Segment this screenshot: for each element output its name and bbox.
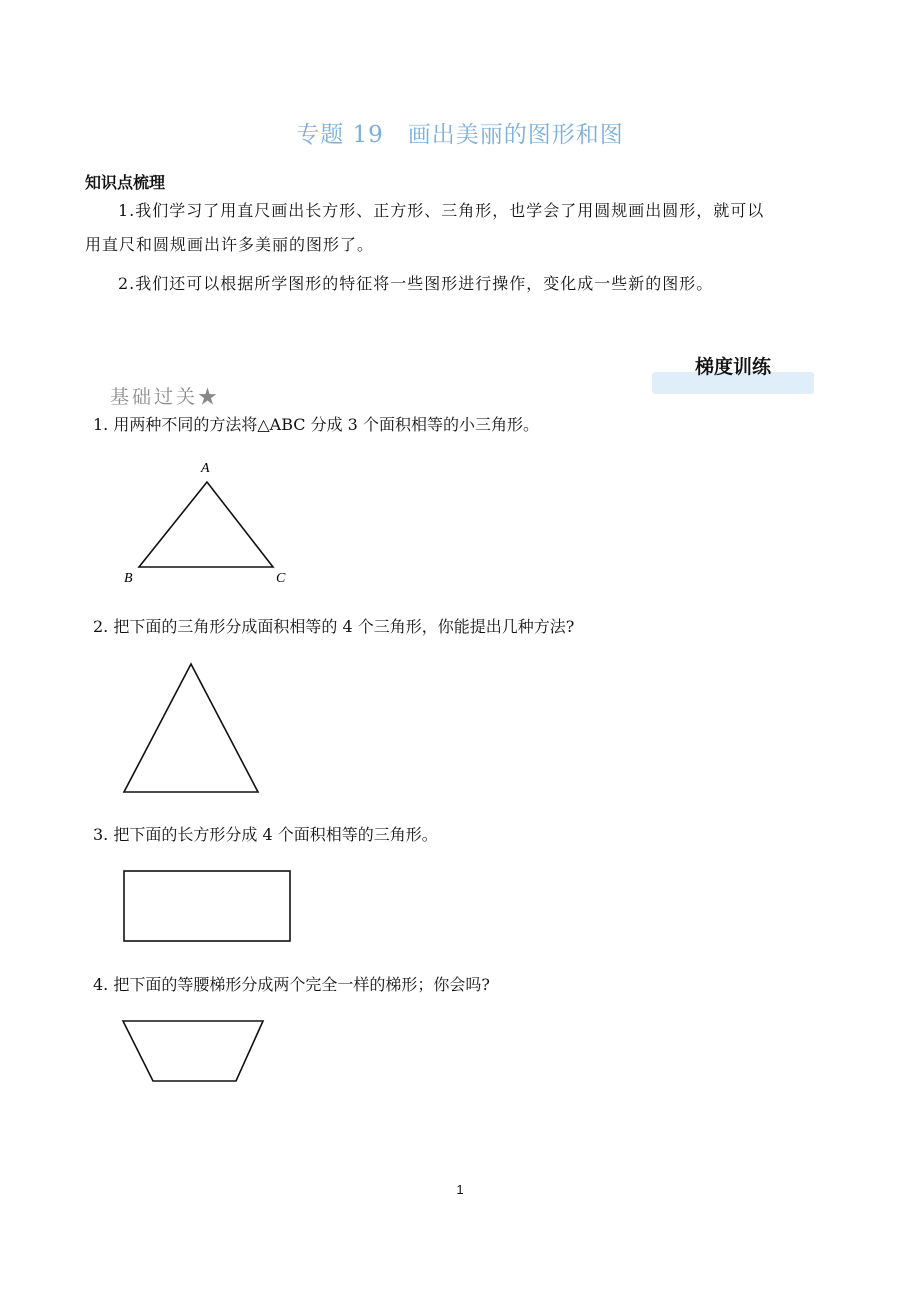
question-2: 2. 把下面的三角形分成面积相等的 4 个三角形，你能提出几种方法?: [93, 617, 575, 636]
training-label: 梯度训练: [694, 356, 771, 378]
trapezoid-q4: [123, 1021, 263, 1081]
knowledge-point-1-line-2: 用直尺和圆规画出许多美丽的图形了。: [85, 235, 375, 254]
rectangle-q3: [124, 871, 290, 941]
knowledge-point-2: 2.我们还可以根据所学图形的特征将一些图形进行操作，变化成一些新的图形。: [118, 274, 714, 293]
level-heading: 基础过关★: [110, 386, 221, 408]
question-1: 1. 用两种不同的方法将△ABC 分成 3 个面积相等的小三角形。: [93, 415, 539, 434]
page-number: 1: [456, 1182, 464, 1197]
label-b: B: [124, 571, 133, 586]
label-a: A: [201, 461, 210, 476]
label-c: C: [276, 571, 286, 586]
triangle-abc: [139, 482, 273, 567]
page-title: 专题 19 画出美丽的图形和图: [296, 122, 624, 148]
question-4: 4. 把下面的等腰梯形分成两个完全一样的梯形；你会吗?: [93, 975, 490, 994]
question-3: 3. 把下面的长方形分成 4 个面积相等的三角形。: [93, 825, 438, 844]
knowledge-heading: 知识点梳理: [85, 173, 166, 192]
triangle-q2: [124, 664, 258, 792]
knowledge-point-1-line-1: 1.我们学习了用直尺画出长方形、正方形、三角形，也学会了用圆规画出圆形，就可以: [118, 201, 765, 220]
